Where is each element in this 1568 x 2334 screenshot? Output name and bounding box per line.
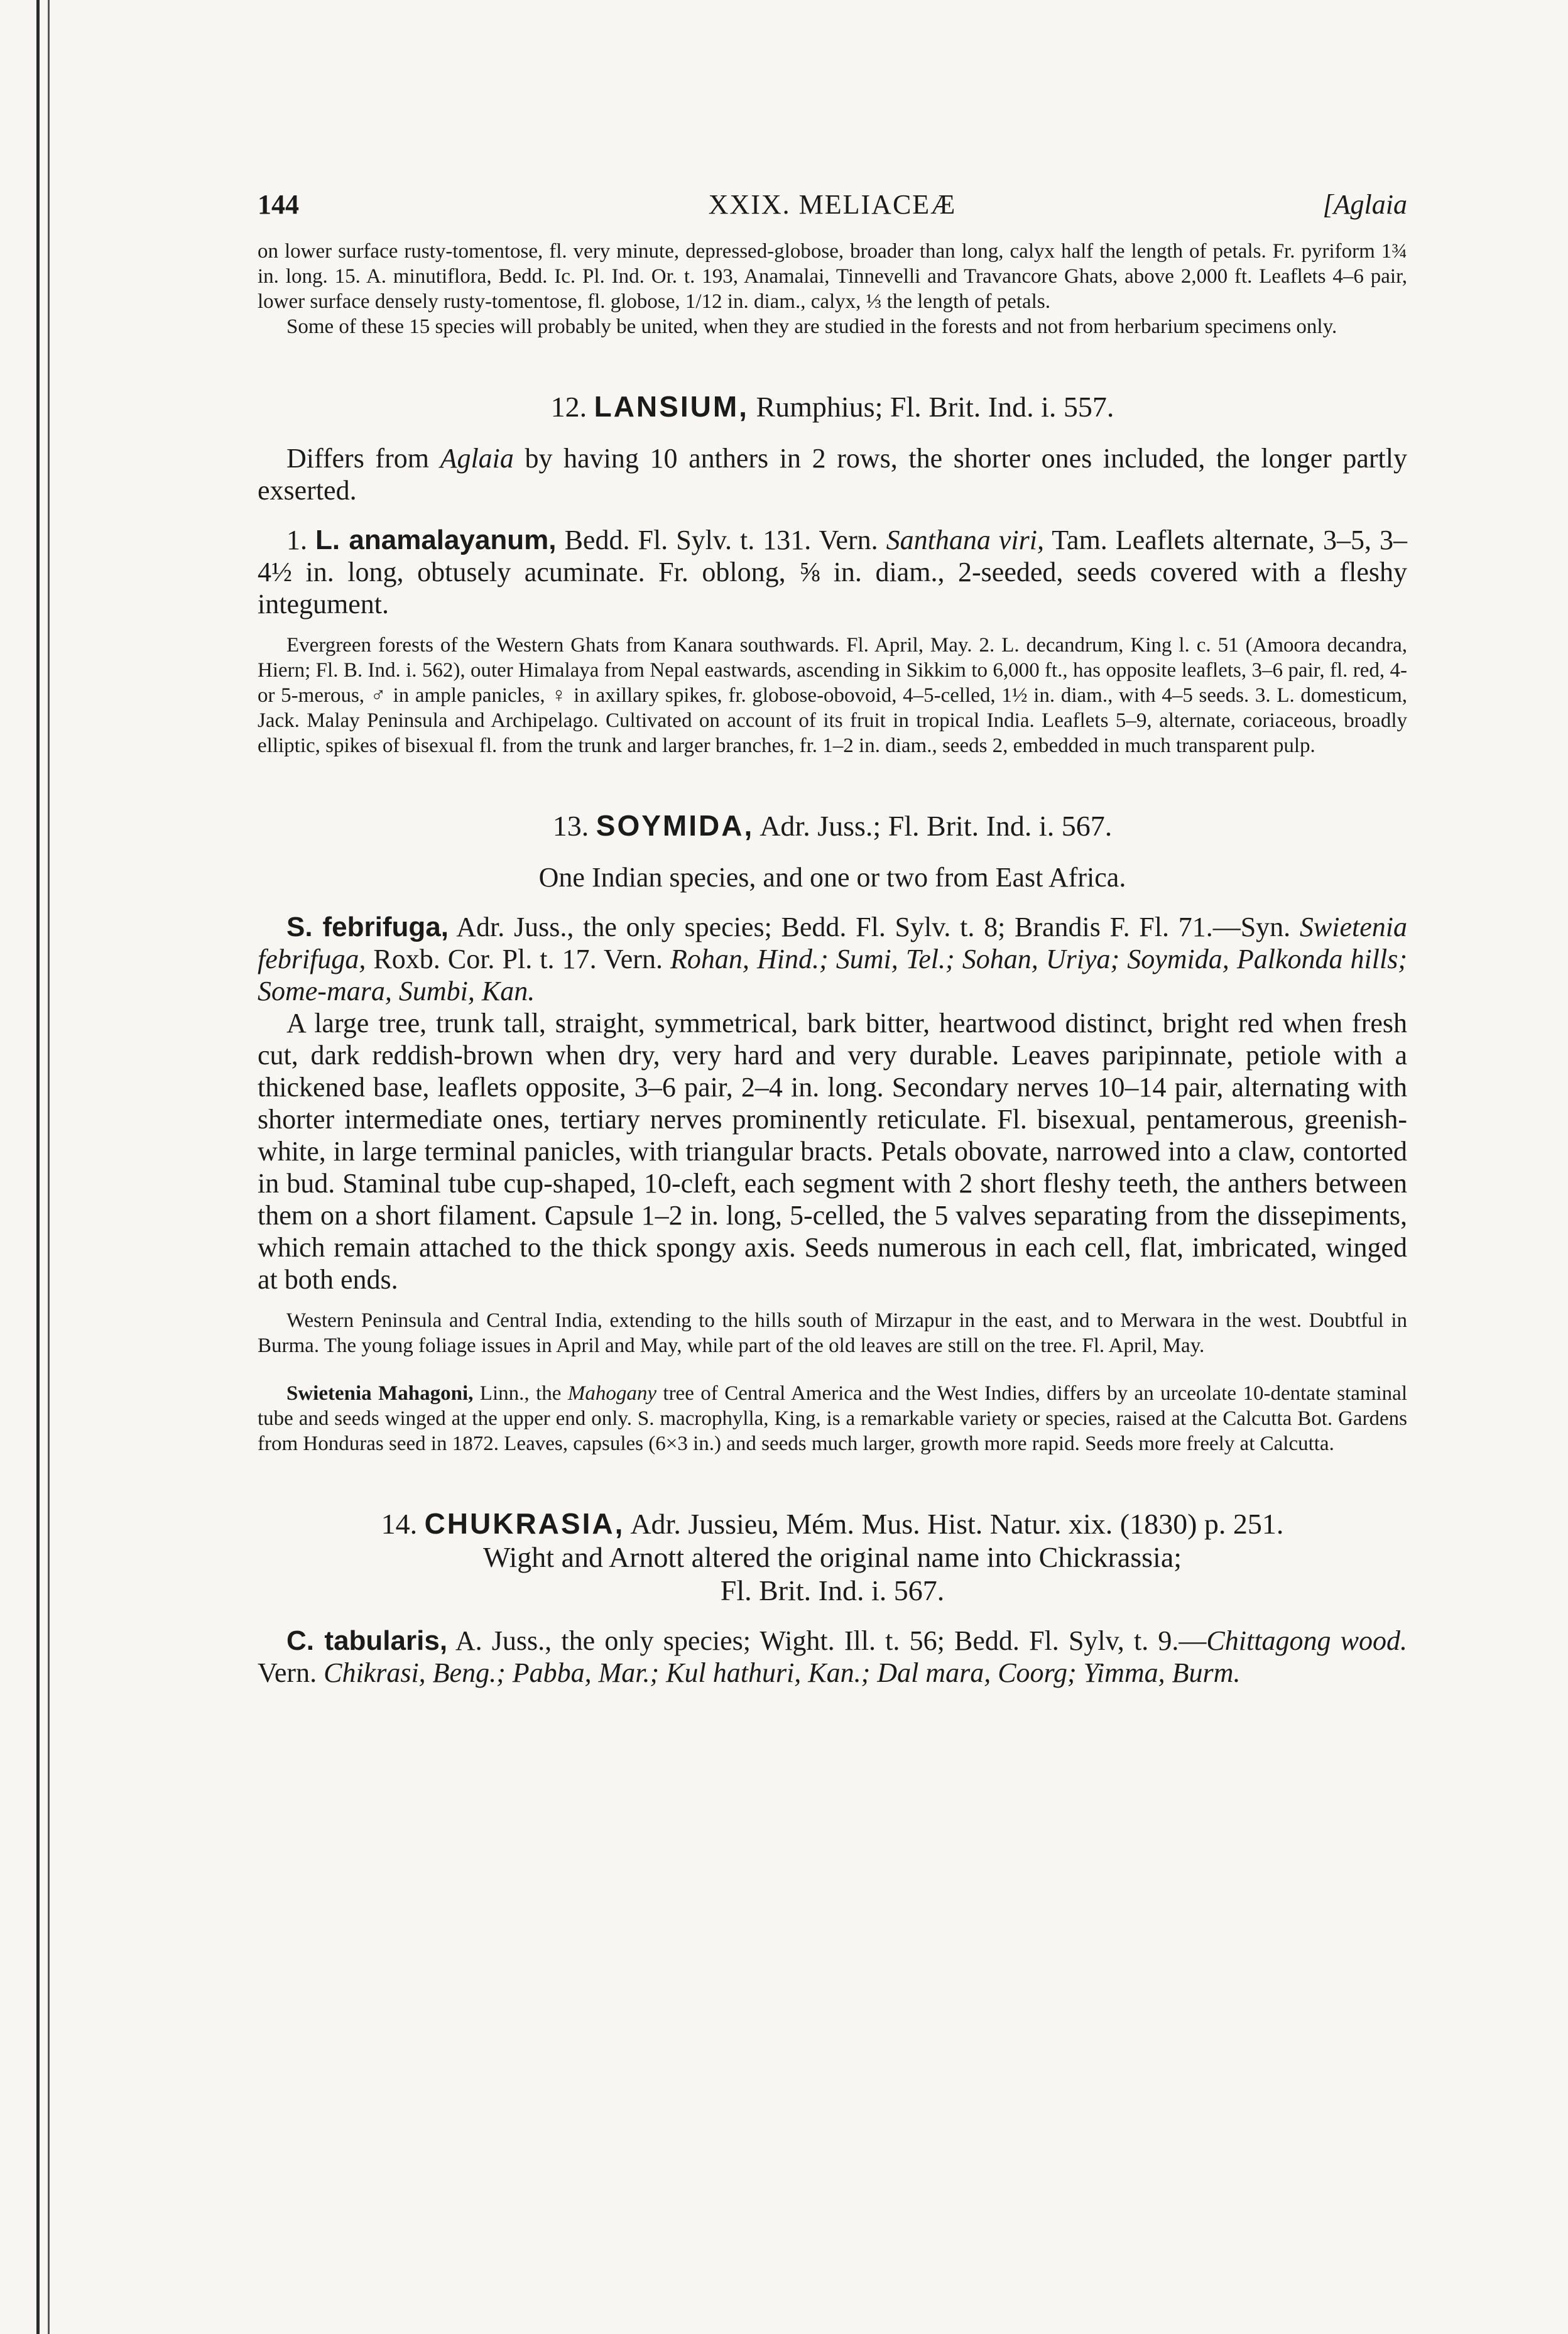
desc-genus: Aglaia [440, 443, 514, 474]
species-name: C. tabularis, [286, 1625, 448, 1656]
desc-text-rest: by having 10 anthers in 2 rows, the shorter ones included, the longer partly exserted. [258, 443, 1407, 506]
genus-ref: Adr. Juss.; Fl. Brit. Ind. i. 567. [760, 810, 1113, 842]
genus-ref: Adr. Jussieu, Mém. Mus. Hist. Natur. xix. (1830) p. 251. [630, 1508, 1284, 1540]
genus-description [258, 442, 1407, 506]
species-entry-chukrasia [258, 1625, 1407, 1689]
page [258, 188, 1407, 1689]
species-vernacular: Chikrasi, Beng.; Pabba, Mar.; Kul hathuri, Kan.; Dal mara, Coorg; Yimma, Burm. [324, 1657, 1241, 1688]
family-title: XXIX. MELIACEÆ [708, 189, 957, 220]
species-number: 1. [286, 525, 307, 555]
aglaia-continuation: on lower surface rusty-tomentose, fl. very minute, depressed-globose, broader than long, calyx half the length of petals. Fr. pyriform 1¾ in. long. 15. A. minutiflora, Bedd. Ic. Pl. Ind. Or. t. 193, Anamalai, Tinnevelli and Travancore Ghats, above 2,000 ft. Leaflets 4–6 pair, lower surface densely rusty-tomentose, fl. globose, 1/12 in. diam., calyx, ⅓ the length of petals. [258, 240, 1407, 313]
swietenia-note [258, 1381, 1407, 1456]
soymida-distribution: Western Peninsula and Central India, extending to the hills south of Mirzapur in the east, and to Merwara in the west. Doubtful in Burma. The young foliage issues in April and May, while part of the old leaves are still on the tree. Fl. April, May. [258, 1309, 1407, 1357]
note-text: Linn., the [473, 1382, 568, 1405]
genus-heading-line2: Wight and Arnott altered the original name into Chickrassia; [482, 1541, 1182, 1573]
note-text-rest: tree of Central America and the West Indies, differs by an urceolate 10-dentate staminal tube and seeds winged at the upper end only. S. macrophylla, King, is a remarkable variety or species, raised at the Calcutta Bot. Gardens from Honduras seed in 1872. Leaves, capsules (6×3 in.) and seeds much larger, growth more rapid. Seeds more freely at Calcutta. [258, 1382, 1407, 1455]
genus-heading-chukrasia [258, 1507, 1407, 1607]
species-entry-soymida [258, 911, 1407, 1007]
common-name: Chittagong wood. [1206, 1625, 1407, 1656]
lansium-distribution: Evergreen forests of the Western Ghats from Kanara southwards. Fl. April, May. 2. L. decandrum, King l. c. 51 (Amoora decandra, Hiern; Fl. B. Ind. i. 562), outer Himalaya from Nepal eastwards, ascending in Sikkim to 6,000 ft., has opposite leaflets, 3–6 pair, fl. red, 4- or 5-merous, ♂ in ample panicles, ♀ in axillary spikes, fr. globose-obovoid, 4–5-celled, 1½ in. diam., with 4–5 seeds. 3. L. domesticum, Jack. Malay Peninsula and Archipelago. Cultivated on account of its fruit in tropical India. Leaflets 5–9, alternate, coriaceous, broadly elliptic, spikes of bisexual fl. from the trunk and larger branches, fr. 1–2 in. diam., seeds 2, embedded in much transparent pulp. [258, 634, 1407, 757]
genus-number: 13. [552, 810, 589, 842]
page-number: 144 [258, 189, 299, 220]
note-common-name: Mahogany [567, 1382, 656, 1405]
species-ref: Adr. Juss., the only species; Bedd. Fl. Sylv. t. 8; Brandis F. Fl. 71.—Syn. [448, 912, 1300, 942]
genus-heading-line3: Fl. Brit. Ind. i. 567. [720, 1574, 945, 1606]
synonym: Swietenia febrifuga, [258, 912, 1407, 974]
page-header [258, 188, 1407, 239]
genus-description: One Indian species, and one or two from East Africa. [538, 862, 1126, 893]
species-description: Tam. Leaflets alternate, 3–5, 3–4½ in. long, obtusely acuminate. Fr. oblong, ⅝ in. diam., 2-seeded, seeds covered with a fleshy integument. [258, 525, 1408, 619]
genus-name: SOYMIDA, [596, 809, 754, 842]
genus-ref: Rumphius; Fl. Brit. Ind. i. 557. [756, 391, 1114, 423]
genus-heading-lansium [258, 390, 1407, 423]
genus-number: 14. [381, 1508, 418, 1540]
species-description: A large tree, trunk tall, straight, symmetrical, bark bitter, heartwood distinct, bright red when fresh cut, dark reddish-brown when dry, very hard and very durable. Leaves paripinnate, petiole with a thickened base, leaflets opposite, 3–6 pair, 2–4 in. long. Secondary nerves 10–14 pair, alternating with shorter intermediate ones, tertiary nerves prominently reticulate. Fl. bisexual, pentamerous, greenish-white, in large terminal panicles, with triangular bracts. Petals obovate, narrowed into a claw, contorted in bud. Staminal tube cup-shaped, 10-cleft, each segment with 2 short fleshy teeth, the anthers between them on a short filament. Capsule 1–2 in. long, 5-celled, the 5 valves separating from the dissepiments, which remain attached to the thick spongy axis. Seeds numerous in each cell, flat, imbricated, winged at both ends. [258, 1008, 1407, 1295]
species-name: L. anamalayanum, [315, 525, 557, 555]
running-head: [Aglaia [1322, 189, 1407, 220]
species-vernacular: Rohan, Hind.; Sumi, Tel.; Sohan, Uriya; Soymida, Palkonda hills; Some-mara, Sumbi, Kan. [258, 944, 1408, 1006]
binding-edge [36, 0, 40, 2334]
note-species-name: Swietenia Mahagoni, [286, 1382, 474, 1405]
genus-name: CHUKRASIA, [424, 1507, 625, 1540]
genus-heading-soymida [258, 809, 1407, 843]
binding-edge-inner [48, 0, 50, 2334]
species-ref: A. Juss., the only species; Wight. Ill. t. 56; Bedd. Fl. Sylv, t. 9.— [447, 1625, 1207, 1656]
desc-text: Differs from [286, 443, 440, 474]
aglaia-note: Some of these 15 species will probably be united, when they are studied in the forests and not from herbarium specimens only. [286, 315, 1337, 338]
synonym-ref: Roxb. Cor. Pl. t. 17. Vern. [366, 944, 671, 974]
species-ref: Bedd. Fl. Sylv. t. 131. Vern. [556, 525, 886, 555]
species-entry-lansium [258, 524, 1407, 620]
genus-number: 12. [550, 391, 587, 423]
genus-name: LANSIUM, [594, 390, 749, 423]
species-vernacular: Santhana viri, [886, 525, 1044, 555]
genus-heading-line1 [258, 1507, 1407, 1541]
vern-label: Vern. [258, 1657, 324, 1688]
species-name: S. febrifuga, [286, 912, 449, 942]
